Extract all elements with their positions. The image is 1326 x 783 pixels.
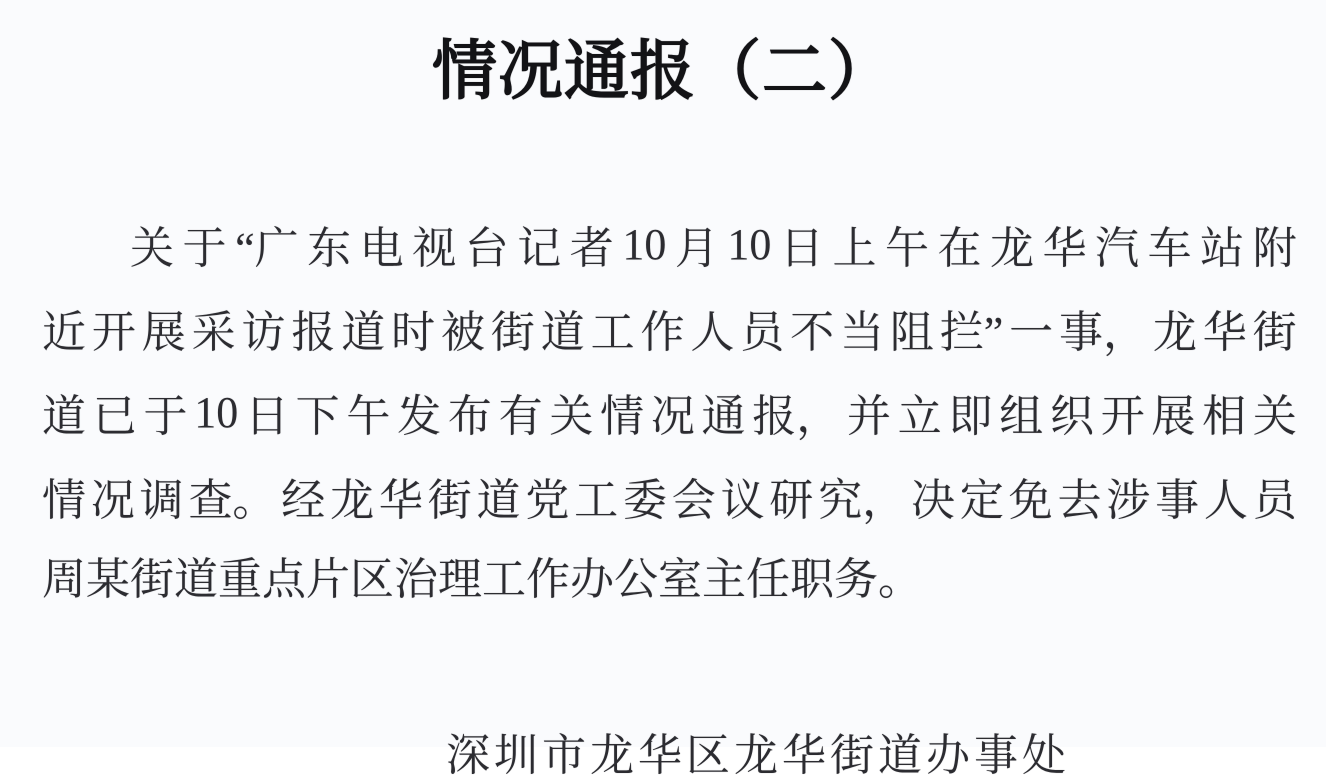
glyph: 事 — [1155, 476, 1200, 525]
glyph: 立 — [897, 392, 942, 441]
glyph: 发 — [397, 392, 442, 441]
glyph: 龙 — [330, 476, 375, 525]
glyph: 通 — [701, 392, 746, 441]
glyph: 相 — [1202, 392, 1247, 441]
glyph: 作 — [640, 308, 685, 357]
glyph: 查。 — [188, 476, 277, 525]
glyph: 月 — [674, 224, 719, 273]
glyph: 被 — [441, 308, 485, 357]
paragraph-line: 周某街道重点片区治理工作办公室主任职务。 — [42, 555, 922, 604]
glyph: 访 — [241, 308, 286, 357]
glyph: 人 — [690, 308, 735, 357]
glyph: 汽 — [1095, 224, 1140, 273]
glyph: 去 — [1057, 476, 1102, 525]
glyph: 日 — [244, 392, 289, 441]
glyph: 在 — [937, 224, 982, 273]
paragraph-line — [42, 454, 1297, 538]
glyph: 人 — [1203, 476, 1248, 525]
glyph: 道 — [540, 308, 585, 357]
glyph: 站 — [1200, 224, 1245, 273]
glyph: 于 — [143, 392, 188, 441]
glyph: 情 — [600, 392, 645, 441]
glyph: 当 — [840, 308, 884, 357]
glyph: 视 — [412, 224, 457, 273]
glyph: 时 — [391, 308, 436, 357]
paragraph-line — [42, 286, 1297, 370]
glyph: 华 — [378, 476, 423, 525]
glyph: 10 — [194, 387, 239, 437]
glyph: 午 — [346, 392, 391, 441]
paragraph-line — [42, 370, 1297, 454]
glyph: 东 — [307, 224, 352, 273]
glyph: 采 — [191, 308, 236, 357]
glyph: 道 — [42, 392, 86, 441]
glyph: 10 — [727, 219, 772, 269]
glyph: 台 — [464, 224, 509, 273]
glyph: 附 — [1252, 224, 1297, 273]
glyph: 经 — [281, 476, 326, 525]
glyph: 决 — [911, 476, 955, 525]
glyph: 开 — [1100, 392, 1145, 441]
glyph: 道 — [476, 476, 521, 525]
glyph: 记 — [517, 224, 562, 273]
glyph: 龙 — [990, 224, 1035, 273]
glyph: 织 — [1049, 392, 1094, 441]
glyph: 况 — [650, 392, 695, 441]
glyph: 拦” — [939, 308, 1004, 357]
glyph: 街 — [427, 476, 472, 525]
glyph: “广 — [235, 224, 299, 273]
notice-title: 情况通报（二） — [431, 36, 894, 108]
glyph: 报 — [291, 308, 336, 357]
glyph: 近 — [42, 308, 86, 357]
glyph: 事， — [1059, 308, 1148, 357]
glyph: 况 — [90, 476, 135, 525]
glyph: 阻 — [889, 308, 934, 357]
glyph: 街 — [1252, 308, 1297, 357]
glyph: 并 — [847, 392, 892, 441]
glyph: 展 — [1151, 392, 1196, 441]
glyph: 关 — [1252, 392, 1297, 441]
glyph: 华 — [1042, 224, 1087, 273]
glyph: 已 — [92, 392, 137, 441]
glyph: 上 — [832, 224, 877, 273]
glyph: 华 — [1202, 308, 1247, 357]
glyph: 一 — [1009, 308, 1054, 357]
notice-paragraph — [42, 202, 1297, 622]
glyph: 关 — [130, 224, 174, 273]
paragraph-line — [42, 202, 1297, 286]
glyph: 情 — [42, 476, 86, 525]
glyph: 议 — [720, 476, 765, 525]
glyph: 下 — [295, 392, 340, 441]
glyph: 定 — [959, 476, 1004, 525]
glyph: 党 — [525, 476, 570, 525]
glyph: 工 — [590, 308, 635, 357]
glyph: 展 — [141, 308, 186, 357]
signature-line: 深圳市龙华区龙华街道办事处 — [446, 731, 1070, 780]
glyph: 组 — [999, 392, 1044, 441]
glyph: 电 — [359, 224, 404, 273]
glyph: 员 — [740, 308, 785, 357]
glyph: 龙 — [1152, 308, 1197, 357]
glyph: 即 — [948, 392, 993, 441]
glyph: 免 — [1008, 476, 1053, 525]
glyph: 道 — [341, 308, 386, 357]
glyph: 工 — [574, 476, 619, 525]
glyph: 午 — [884, 224, 929, 273]
glyph: 于 — [182, 224, 227, 273]
glyph: 会 — [671, 476, 716, 525]
glyph: 有 — [498, 392, 543, 441]
glyph: 日 — [779, 224, 824, 273]
glyph: 车 — [1147, 224, 1192, 273]
glyph: 开 — [91, 308, 136, 357]
glyph: 报， — [752, 392, 841, 441]
glyph: 涉 — [1106, 476, 1151, 525]
glyph: 关 — [549, 392, 594, 441]
glyph: 研 — [769, 476, 814, 525]
glyph: 究， — [818, 476, 907, 525]
glyph: 员 — [1252, 476, 1297, 525]
glyph: 不 — [790, 308, 835, 357]
glyph: 街 — [490, 308, 535, 357]
glyph: 调 — [139, 476, 184, 525]
glyph: 10 — [622, 219, 667, 269]
glyph: 委 — [622, 476, 667, 525]
glyph: 布 — [447, 392, 492, 441]
glyph: 者 — [569, 224, 614, 273]
